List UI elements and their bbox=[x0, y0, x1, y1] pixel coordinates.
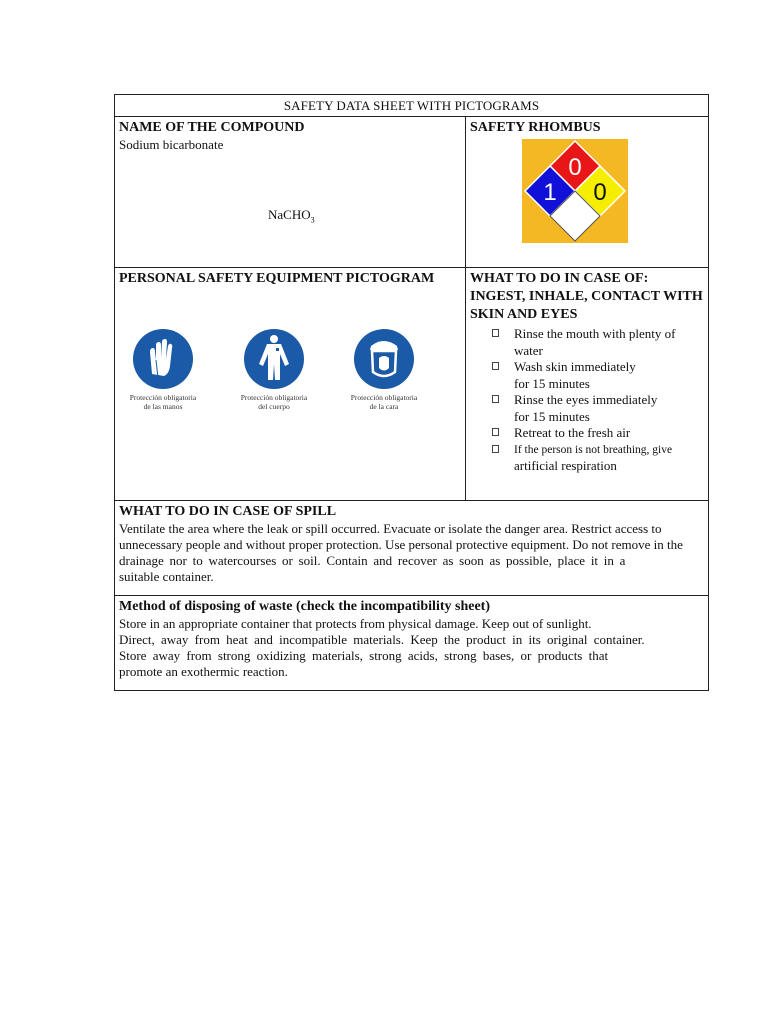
first-aid-heading-3: SKIN AND EYES bbox=[470, 307, 578, 322]
spill-cell bbox=[115, 501, 708, 595]
pictogram-body-line1: Protección obligatoria bbox=[240, 393, 308, 402]
step-text: Rinse the eyes immediately bbox=[514, 392, 658, 407]
spill-row bbox=[115, 500, 708, 595]
pictogram-face-line2: de la cara bbox=[369, 402, 399, 411]
coverall-icon bbox=[243, 328, 305, 390]
equipment-heading: PERSONAL SAFETY EQUIPMENT PICTOGRAM bbox=[119, 271, 435, 286]
pictogram-group bbox=[119, 328, 419, 418]
pictogram-body-line2: del cuerpo bbox=[258, 402, 290, 411]
checkbox-icon bbox=[492, 445, 499, 453]
spill-line-2: unnecessary people and without proper protection. Use personal protective equipment. Do not remove in the bbox=[119, 537, 683, 552]
formula-main: NaCHO bbox=[268, 207, 311, 222]
checkbox-icon bbox=[492, 362, 499, 370]
equipment-cell bbox=[115, 268, 466, 500]
first-aid-cell bbox=[466, 268, 708, 500]
disposal-line-4: promote an exothermic reaction. bbox=[119, 664, 288, 679]
nfpa-diamond-icon bbox=[522, 139, 628, 243]
sheet-title: SAFETY DATA SHEET WITH PICTOGRAMS bbox=[283, 97, 540, 113]
step-text: Rinse the mouth with plenty of bbox=[514, 326, 676, 341]
step-text-continued: water bbox=[514, 342, 543, 358]
spill-line-3: drainage nor to watercourses or soil. Contain and recover as soon as possible, place it in a bbox=[119, 553, 626, 568]
spill-line-1: Ventilate the area where the leak or spill occurred. Evacuate or isolate the danger area. Restrict access to bbox=[119, 521, 662, 536]
disposal-row bbox=[115, 595, 708, 690]
rhombus-cell bbox=[466, 117, 708, 267]
pictogram-face-label bbox=[340, 393, 428, 411]
pictogram-gloves-line1: Protección obligatoria bbox=[129, 393, 197, 402]
pictogram-gloves-line2: de las manos bbox=[143, 402, 183, 411]
pictogram-gloves bbox=[119, 328, 207, 411]
reactivity-value: 0 bbox=[593, 179, 607, 206]
disposal-heading: Method of disposing of waste (check the incompatibility sheet) bbox=[119, 599, 490, 614]
first-aid-step bbox=[492, 392, 704, 425]
safety-data-sheet bbox=[114, 94, 709, 691]
first-aid-steps bbox=[492, 326, 704, 475]
checkbox-icon bbox=[492, 329, 499, 337]
first-aid-step bbox=[492, 359, 704, 392]
disposal-line-2: Direct, away from heat and incompatible materials. Keep the product in its original container. bbox=[119, 632, 645, 647]
flammability-value: 0 bbox=[568, 154, 582, 181]
formula-subscript: 3 bbox=[310, 215, 315, 225]
disposal-line-3: Store away from strong oxidizing materials, strong acids, strong bases, or products that bbox=[119, 648, 609, 663]
first-aid-step bbox=[492, 442, 704, 475]
step-text: Wash skin immediately bbox=[514, 359, 636, 374]
first-aid-heading-2: INGEST, INHALE, CONTACT WITH bbox=[470, 289, 703, 304]
step-text-continued: for 15 minutes bbox=[514, 408, 590, 424]
compound-row bbox=[115, 116, 708, 267]
step-text: Retreat to the fresh air bbox=[514, 425, 631, 440]
spill-line-4: suitable container. bbox=[119, 569, 214, 584]
health-value: 1 bbox=[543, 179, 557, 206]
compound-cell bbox=[115, 117, 466, 267]
checkbox-icon bbox=[492, 395, 499, 403]
first-aid-heading-1: WHAT TO DO IN CASE OF: bbox=[470, 271, 649, 286]
checkbox-icon bbox=[492, 428, 499, 436]
face-shield-icon bbox=[353, 328, 415, 390]
step-text-continued: for 15 minutes bbox=[514, 375, 590, 391]
spill-heading: WHAT TO DO IN CASE OF SPILL bbox=[119, 504, 337, 519]
compound-formula bbox=[268, 207, 315, 225]
pictogram-gloves-label bbox=[119, 393, 207, 411]
compound-name: Sodium bicarbonate bbox=[119, 137, 224, 152]
pictogram-face bbox=[340, 328, 428, 411]
pictogram-body-label bbox=[230, 393, 318, 411]
pictogram-body bbox=[230, 328, 318, 411]
step-text-continued: artificial respiration bbox=[514, 458, 617, 473]
rhombus-heading: SAFETY RHOMBUS bbox=[470, 120, 601, 135]
first-aid-step bbox=[492, 326, 704, 359]
disposal-line-1: Store in an appropriate container that protects from physical damage. Keep out of sunlight. bbox=[119, 616, 592, 631]
compound-heading: NAME OF THE COMPOUND bbox=[119, 120, 305, 135]
disposal-cell bbox=[115, 596, 708, 690]
first-aid-step bbox=[492, 425, 704, 442]
sheet-title-row bbox=[115, 95, 708, 116]
equipment-row bbox=[115, 267, 708, 500]
gloves-icon bbox=[132, 328, 194, 390]
step-text: If the person is not breathing, give bbox=[514, 443, 673, 456]
pictogram-face-line1: Protección obligatoria bbox=[350, 393, 418, 402]
